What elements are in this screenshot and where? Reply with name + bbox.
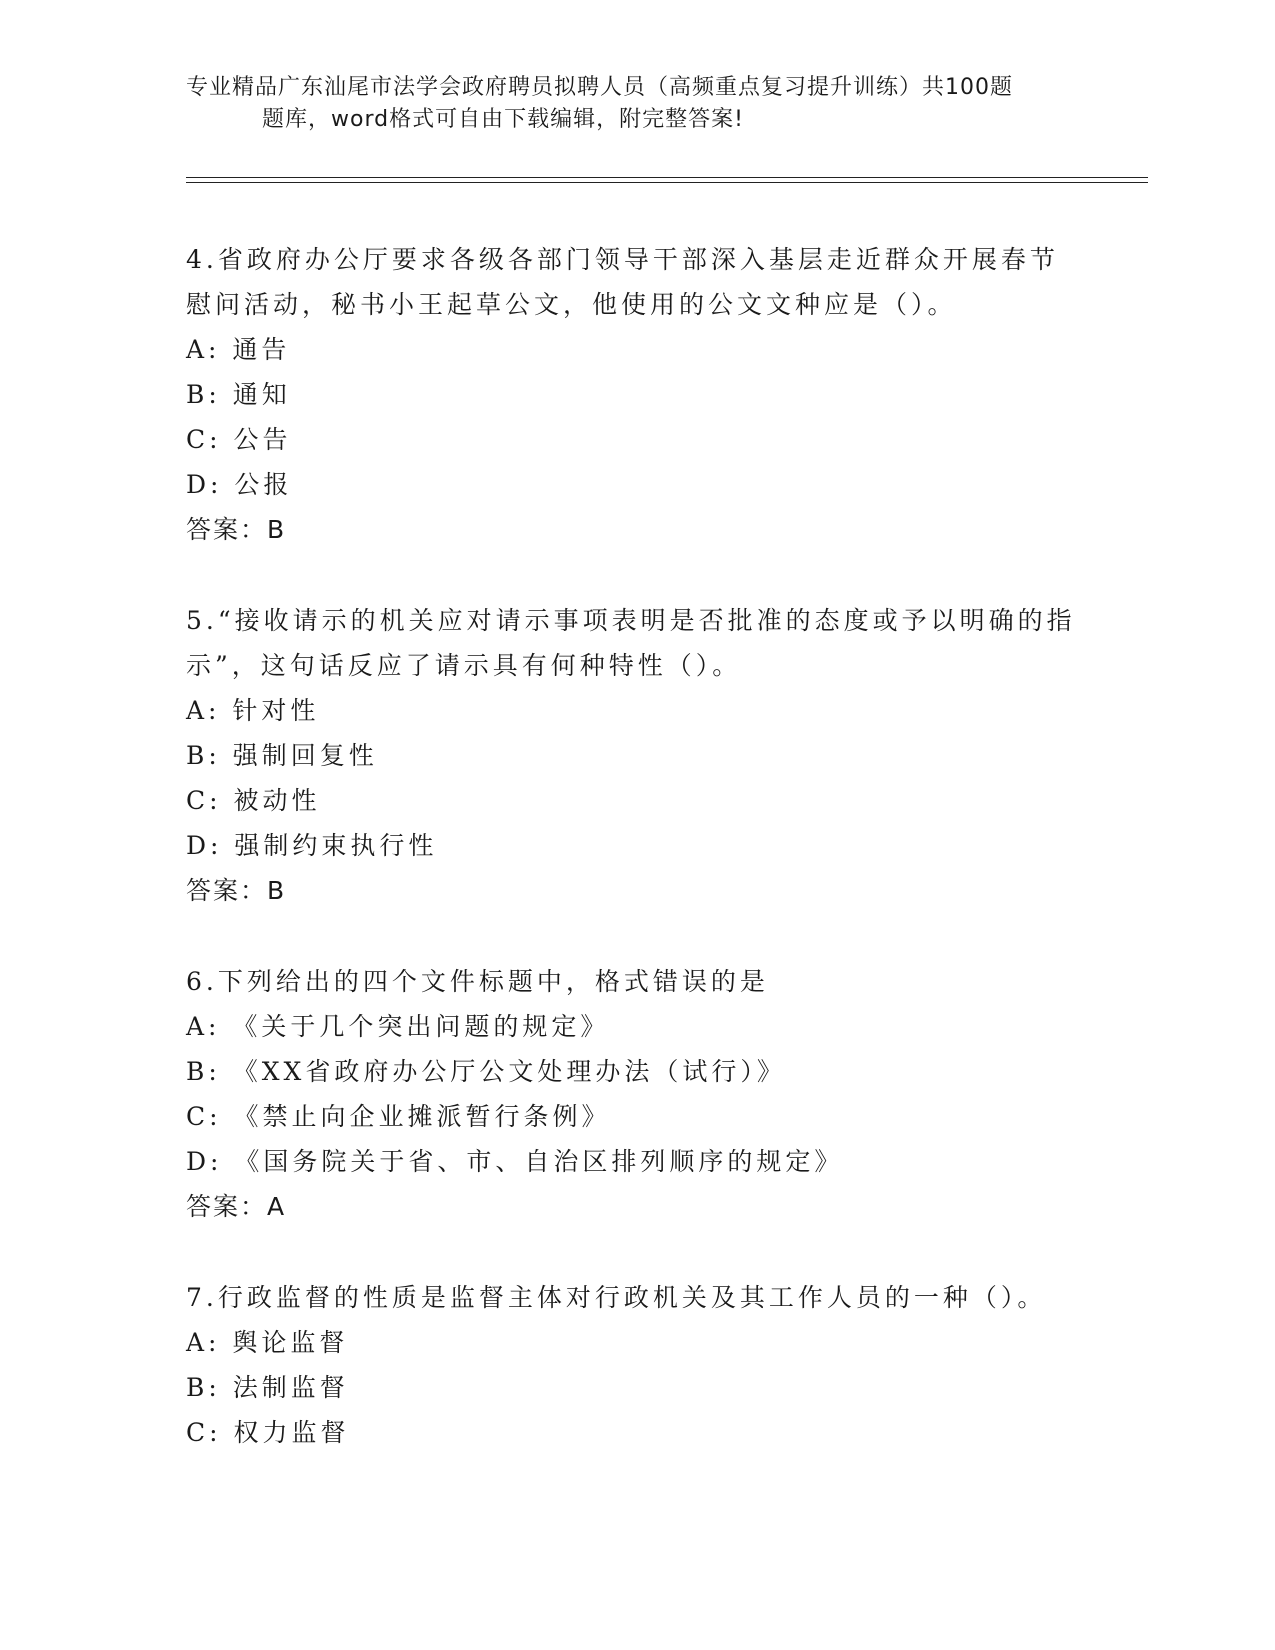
question-text: 4.省政府办公厅要求各级各部门领导干部深入基层走近群众开展春节慰问活动，秘书小王起草公文，他使用的公文文种应是（）。	[186, 245, 1059, 319]
option-a: A: 针对性	[186, 696, 320, 725]
option-b: B: 强制回复性	[186, 741, 378, 770]
option-c: C: 《禁止向企业摊派暂行条例》	[186, 1102, 611, 1131]
question-7	[186, 1275, 1086, 1455]
option-c: C: 公告	[186, 425, 292, 454]
option-b: B: 《XX省政府办公厅公文处理办法（试行）》	[186, 1057, 786, 1086]
header-title-line2: 题库，word格式可自由下载编辑，附完整答案!	[262, 107, 744, 132]
question-list	[186, 237, 1086, 1501]
question-6	[186, 959, 1086, 1229]
option-c: C: 权力监督	[186, 1418, 350, 1447]
answer-label: 答案：A	[186, 1192, 287, 1221]
option-d: D: 公报	[186, 470, 293, 499]
option-b: B: 通知	[186, 380, 291, 409]
question-5	[186, 598, 1086, 913]
option-b: B: 法制监督	[186, 1373, 349, 1402]
question-4	[186, 237, 1086, 552]
option-a: A: 《关于几个突出问题的规定》	[186, 1012, 610, 1041]
document-header	[186, 72, 1086, 136]
answer-label: 答案：B	[186, 876, 287, 905]
answer-label: 答案：B	[186, 515, 287, 544]
option-a: A: 通告	[186, 335, 291, 364]
question-text: 6.下列给出的四个文件标题中，格式错误的是	[186, 967, 769, 996]
option-d: D: 《国务院关于省、市、自治区排列顺序的规定》	[186, 1147, 844, 1176]
header-title-line1: 专业精品广东汕尾市法学会政府聘员拟聘人员（高频重点复习提升训练）共100题	[186, 75, 1013, 100]
header-divider-top	[186, 177, 1148, 178]
header-divider-bottom	[186, 182, 1148, 183]
option-d: D: 强制约束执行性	[186, 831, 438, 860]
option-a: A: 舆论监督	[186, 1328, 349, 1357]
option-c: C: 被动性	[186, 786, 321, 815]
question-text: 7.行政监督的性质是监督主体对行政机关及其工作人员的一种（）。	[186, 1283, 1047, 1312]
question-text: 5.“接收请示的机关应对请示事项表明是否批准的态度或予以明确的指示”，这句话反应了请示具有何种特性（）。	[186, 606, 1076, 680]
